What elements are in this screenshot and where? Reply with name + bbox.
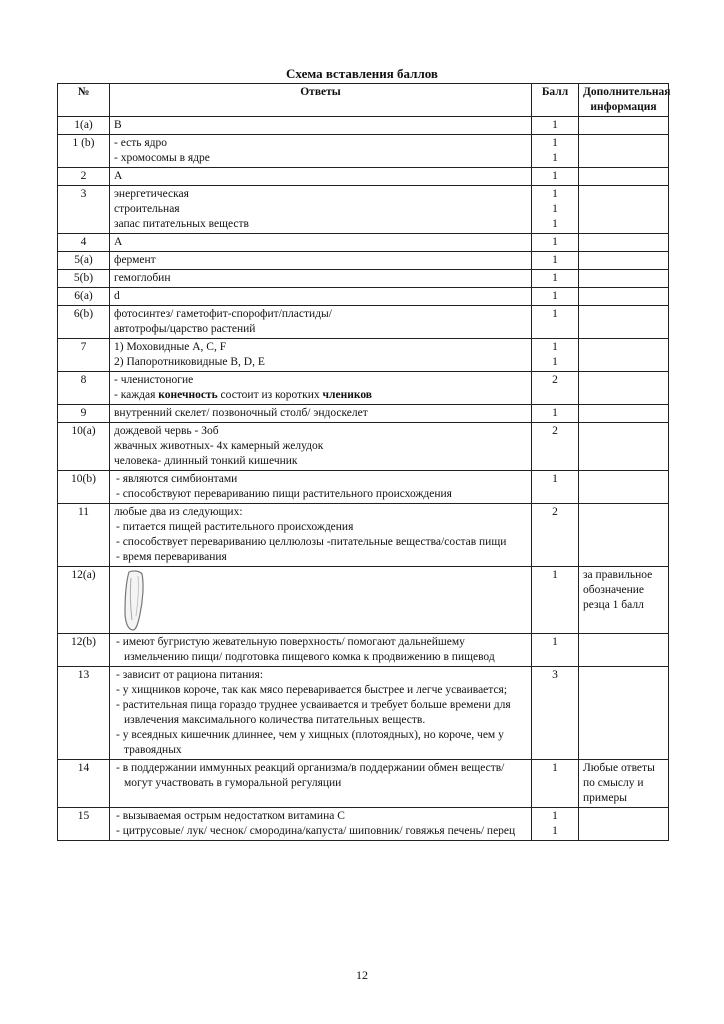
point-value: 1: [552, 341, 558, 353]
row-points: [532, 339, 579, 372]
row-answer: [110, 634, 532, 667]
answer-text: состоит из коротких: [217, 389, 323, 401]
row-answer: [110, 567, 532, 634]
point-value: 2: [552, 506, 558, 518]
row-num: 11: [58, 504, 110, 567]
row-info: [579, 186, 669, 234]
table-row: [58, 135, 669, 168]
row-num: 3: [58, 186, 110, 234]
answer-line: - являются симбионтами: [116, 473, 238, 485]
row-info: [579, 117, 669, 135]
row-answer: [110, 186, 532, 234]
row-answer: [110, 288, 532, 306]
answer-line: - хромосомы в ядре: [114, 152, 210, 164]
answer-line: 1) Моховидные A, C, F: [114, 341, 227, 353]
row-info: [579, 808, 669, 841]
answer-bold-term: конечность: [158, 389, 218, 401]
row-answer: [110, 504, 532, 567]
row-num: 7: [58, 339, 110, 372]
row-points: [532, 405, 579, 423]
row-points: [532, 306, 579, 339]
row-answer: [110, 270, 532, 288]
row-answer: [110, 405, 532, 423]
row-info: [579, 168, 669, 186]
answer-line: 2) Папоротниковидные B, D, E: [114, 356, 265, 368]
table-row: [58, 471, 669, 504]
answer-line: B: [114, 119, 122, 131]
answer-line: - есть ядро: [114, 137, 167, 149]
table-row: [58, 808, 669, 841]
answer-line: - время переваривания: [116, 551, 227, 563]
point-value: 1: [552, 810, 558, 822]
row-num: 5(b): [58, 270, 110, 288]
answer-line: дождевой червь - Зоб: [114, 425, 219, 437]
answer-line: A: [114, 170, 123, 182]
table-row: [58, 372, 669, 405]
row-info: [579, 372, 669, 405]
row-points: [532, 186, 579, 234]
table-row: [58, 760, 669, 808]
table-row: [58, 117, 669, 135]
row-answer: [110, 306, 532, 339]
row-points: [532, 667, 579, 760]
point-value: 1: [552, 170, 558, 182]
row-num: 1 (b): [58, 135, 110, 168]
answer-line: A: [114, 236, 123, 248]
table-row: [58, 634, 669, 667]
row-info: [579, 270, 669, 288]
row-info: [579, 634, 669, 667]
header-points: Балл: [532, 84, 579, 117]
row-points: [532, 634, 579, 667]
incisor-tooth-image: [120, 570, 150, 632]
row-points: [532, 504, 579, 567]
point-value: 1: [552, 569, 558, 581]
table-row: [58, 168, 669, 186]
tooth-figure: [114, 568, 527, 632]
point-value: 1: [552, 203, 558, 215]
point-value: 1: [552, 272, 558, 284]
answer-line: запас питательных веществ: [114, 218, 249, 230]
answer-line: [114, 388, 527, 403]
point-value: 1: [552, 152, 558, 164]
row-num: 5(a): [58, 252, 110, 270]
answer-line: - цитрусовые/ лук/ чеснок/ смородина/капуста/ шиповник/ говяжья печень/ перец: [116, 825, 516, 837]
point-value: 1: [552, 254, 558, 266]
page-number: 12: [356, 968, 368, 982]
table-row: [58, 252, 669, 270]
row-info: [579, 252, 669, 270]
row-answer: [110, 234, 532, 252]
point-value: 1: [552, 473, 558, 485]
point-value: 2: [552, 374, 558, 386]
row-num: 4: [58, 234, 110, 252]
answer-line: - имеют бугристую жевательную поверхность/ помогают дальнейшему измельчению пищи/ подготовка пищевого комка к продвижению в пищевод: [116, 636, 495, 663]
answer-line: - зависит от рациона питания:: [116, 669, 264, 681]
point-value: 1: [552, 356, 558, 368]
answer-bold-term: члеников: [322, 389, 372, 401]
table-row: [58, 234, 669, 252]
row-num: 10(b): [58, 471, 110, 504]
answer-line: любые два из следующих:: [114, 506, 243, 518]
answer-line: строительная: [114, 203, 180, 215]
row-answer: [110, 372, 532, 405]
answer-line: человека- длинный тонкий кишечник: [114, 455, 298, 467]
answer-line: d: [114, 290, 120, 302]
row-answer: [110, 252, 532, 270]
row-answer: [110, 135, 532, 168]
row-num: 6(a): [58, 288, 110, 306]
answer-text: - каждая: [114, 389, 159, 401]
row-num: 8: [58, 372, 110, 405]
point-value: 1: [552, 218, 558, 230]
row-points: [532, 808, 579, 841]
table-row: [58, 405, 669, 423]
row-points: [532, 372, 579, 405]
row-info: Любые ответы по смыслу и примеры: [579, 760, 669, 808]
header-num: №: [58, 84, 110, 117]
point-value: 1: [552, 308, 558, 320]
header-info: Дополнительная информация: [579, 84, 669, 117]
row-num: 13: [58, 667, 110, 760]
answer-line: фермент: [114, 254, 156, 266]
table-row: [58, 567, 669, 634]
scoring-table: [57, 83, 669, 841]
row-answer: [110, 168, 532, 186]
row-points: [532, 234, 579, 252]
answer-line: энергетическая: [114, 188, 189, 200]
row-points: [532, 252, 579, 270]
row-num: 1(a): [58, 117, 110, 135]
table-row: [58, 667, 669, 760]
answer-line: - питается пищей растительного происхождения: [116, 521, 354, 533]
point-value: 1: [552, 119, 558, 131]
row-answer: [110, 117, 532, 135]
row-info: [579, 423, 669, 471]
row-answer: [110, 667, 532, 760]
table-row: [58, 186, 669, 234]
row-points: [532, 288, 579, 306]
point-value: 3: [552, 669, 558, 681]
header-answers: Ответы: [110, 84, 532, 117]
table-row: [58, 504, 669, 567]
point-value: 1: [552, 188, 558, 200]
row-info: [579, 504, 669, 567]
answer-line: - способствуют перевариванию пищи растительного происхождения: [116, 488, 452, 500]
row-num: 10(a): [58, 423, 110, 471]
row-points: [532, 760, 579, 808]
row-answer: [110, 339, 532, 372]
answer-line: - у всеядных кишечник длиннее, чем у хищных (плотоядных), но короче, чем у травоядных: [116, 729, 504, 756]
point-value: 1: [552, 636, 558, 648]
answer-line: - в поддержании иммунных реакций организма/в поддержании обмен веществ/ могут участвовать в гуморальной регуляции: [116, 762, 505, 789]
page-title: Схема вставления баллов: [286, 66, 438, 81]
row-answer: [110, 808, 532, 841]
row-points: [532, 423, 579, 471]
row-answer: [110, 760, 532, 808]
row-info: [579, 306, 669, 339]
point-value: 2: [552, 425, 558, 437]
answer-line: - вызываемая острым недостатком витамина С: [116, 810, 345, 822]
answer-line: автотрофы/царство растений: [114, 323, 256, 335]
row-num: 9: [58, 405, 110, 423]
row-info: [579, 288, 669, 306]
row-answer: [110, 471, 532, 504]
row-info: [579, 339, 669, 372]
row-info: [579, 405, 669, 423]
answer-line: жвачных животных- 4х камерный желудок: [114, 440, 324, 452]
row-points: [532, 471, 579, 504]
row-info: за правильное обозначение резца 1 балл: [579, 567, 669, 634]
answer-line: фотосинтез/ гаметофит-спорофит/пластиды/: [114, 308, 332, 320]
row-num: 2: [58, 168, 110, 186]
answer-line: - растительная пища гораздо труднее усваивается и требует больше времени для извлечения максимального количества питательных веществ.: [116, 699, 511, 726]
table-row: [58, 423, 669, 471]
row-num: 12(a): [58, 567, 110, 634]
point-value: 1: [552, 236, 558, 248]
table-row: [58, 339, 669, 372]
row-num: 6(b): [58, 306, 110, 339]
point-value: 1: [552, 762, 558, 774]
row-points: [532, 168, 579, 186]
table-row: [58, 288, 669, 306]
table-row: [58, 270, 669, 288]
row-info: [579, 234, 669, 252]
answer-line: - у хищников короче, так как мясо переваривается быстрее и легче усваивается;: [116, 684, 508, 696]
answer-line: гемоглобин: [114, 272, 171, 284]
row-info: [579, 667, 669, 760]
point-value: 1: [552, 137, 558, 149]
row-info: [579, 135, 669, 168]
point-value: 1: [552, 290, 558, 302]
row-num: 14: [58, 760, 110, 808]
point-value: 1: [552, 825, 558, 837]
row-answer: [110, 423, 532, 471]
row-num: 12(b): [58, 634, 110, 667]
row-points: [532, 117, 579, 135]
row-num: 15: [58, 808, 110, 841]
answer-line: внутренний скелет/ позвоночный столб/ эндоскелет: [114, 407, 368, 419]
row-points: [532, 135, 579, 168]
row-points: [532, 567, 579, 634]
table-header-row: [58, 84, 669, 117]
answer-line: - способствует перевариванию целлюлозы -питательные вещества/состав пищи: [116, 536, 507, 548]
answer-line: - членистоногие: [114, 374, 194, 386]
row-info: [579, 471, 669, 504]
point-value: 1: [552, 407, 558, 419]
table-row: [58, 306, 669, 339]
row-points: [532, 270, 579, 288]
